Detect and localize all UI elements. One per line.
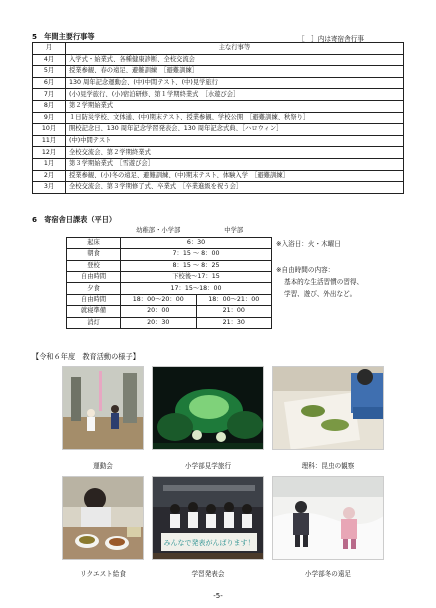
table-row [67, 283, 272, 294]
event-text: 授業参観、春の遠足、避難訓練 ［避難訓練］ [66, 66, 404, 78]
table-row [33, 182, 404, 194]
table-row [67, 272, 272, 283]
table-row [33, 66, 404, 78]
event-text: (小)見学旅行、(小)宿泊研修、第１学期終業式 ［水遊び会］ [66, 89, 404, 101]
event-text: 130 周年記念運動会、(中)中間テスト、(中)見学旅行 [66, 77, 404, 89]
schedule-time-junior: 21：30 [196, 317, 272, 328]
events-header-row [33, 43, 404, 55]
event-text: 第３学期始業式 ［雪遊び会］ [66, 158, 404, 170]
science-observation-photo [272, 366, 384, 450]
col-month-header: 月 [33, 43, 66, 55]
page-number: -5- [213, 592, 223, 600]
schedule-label: 自由時間 [67, 294, 121, 305]
event-text: １日防災学校、文体通、(中)期末テスト、授業参観、学校公開 ［避難訓練、秋祭り］ [66, 112, 404, 124]
table-row [33, 170, 404, 182]
table-row [33, 77, 404, 89]
event-month: 4月 [33, 54, 66, 66]
photo-caption: 小学部見学旅行 [184, 462, 232, 470]
field-trip-photo [152, 366, 264, 450]
event-month: 3月 [33, 182, 66, 194]
bath-day-note: ※入浴日：火・木曜日 [276, 240, 341, 248]
event-text: 開校記念日、130 周年記念学習発表会、130 周年記念式典、［ハロウィン］ [66, 124, 404, 136]
event-month: 7月 [33, 89, 66, 101]
table-row [67, 294, 272, 305]
table-row [33, 100, 404, 112]
col-event-header: 主な行事等 [66, 43, 404, 55]
col-junior-high-header: 中学部 [224, 227, 244, 235]
table-row [33, 158, 404, 170]
schedule-label: 消灯 [67, 317, 121, 328]
event-text: 授業参観、(小)冬の遠足、避難訓練、(中)期末テスト、体験入学 ［避難訓練］ [66, 170, 404, 182]
event-month: 1月 [33, 158, 66, 170]
schedule-time: 17：15～18：00 [121, 283, 272, 294]
table-row [67, 249, 272, 260]
table-row [33, 135, 404, 147]
event-text: 第２学期始業式 [66, 100, 404, 112]
blank-cell [67, 226, 121, 237]
schedule-label: 夕食 [67, 283, 121, 294]
event-month: 11月 [33, 135, 66, 147]
schedule-header-row [67, 226, 272, 237]
table-row [33, 147, 404, 159]
schedule-time: 7：15 ～ 8：00 [121, 249, 272, 260]
schedule-label: 朝食 [67, 249, 121, 260]
sports-day-photo [62, 366, 144, 450]
event-month: 10月 [33, 124, 66, 136]
schedule-time: 下校後～17：15 [121, 272, 272, 283]
events-table [32, 42, 404, 194]
schedule-label: 自由時間 [67, 272, 121, 283]
activities-heading: 【令和６年度 教育活動の様子】 [32, 352, 140, 361]
learning-presentation-photo [152, 476, 264, 560]
schedule-time: 6：30 [121, 237, 272, 248]
schedule-label: 就寝準備 [67, 306, 121, 317]
event-month: 5月 [33, 66, 66, 78]
schedule-time-elementary: 20：30 [121, 317, 197, 328]
free-time-note-title: ※自由時間の内容： [276, 266, 335, 274]
banner-text: みんなで発表がんばります！ [163, 539, 255, 547]
section5-note: ［ ］内は寄宿舎行事 [298, 35, 364, 43]
table-row [67, 237, 272, 248]
request-lunch-photo [62, 476, 144, 560]
col-elementary-header: 幼稚部・小学部 [136, 227, 181, 235]
winter-outing-photo [272, 476, 384, 560]
event-month: 9月 [33, 112, 66, 124]
table-row [33, 112, 404, 124]
section5-heading: 5 年間主要行事等 [32, 32, 95, 41]
photo-caption: 小学部冬の遠足 [304, 570, 352, 578]
table-row [33, 124, 404, 136]
photo-caption: 理科：昆虫の観察 [301, 462, 355, 470]
table-row [67, 260, 272, 271]
table-row [67, 317, 272, 328]
table-row [33, 89, 404, 101]
photo-caption: 運動会 [93, 462, 113, 470]
event-text: (中)中間テスト [66, 135, 404, 147]
schedule-time: 8：15 ～ 8：25 [121, 260, 272, 271]
event-text: 全校交流会、第３学期修了式、卒業式 ［卒業進級を祝う会］ [66, 182, 404, 194]
event-month: 2月 [33, 170, 66, 182]
schedule-time-elementary: 20：00 [121, 306, 197, 317]
free-time-note-line1: 基本的な生活習慣の習得、 [284, 278, 364, 286]
photo-caption: 学習発表会 [191, 570, 225, 578]
section6-heading: 6 寄宿舎日課表（平日） [32, 215, 117, 224]
event-text: 入学式・始業式、各種健康診断、全校交流会 [66, 54, 404, 66]
schedule-label: 起床 [67, 237, 121, 248]
schedule-time-junior: 18：00～21：00 [196, 294, 272, 305]
free-time-note-line2: 学習、遊び、外出など。 [284, 290, 357, 298]
event-month: 6月 [33, 77, 66, 89]
schedule-label: 登校 [67, 260, 121, 271]
table-row [33, 54, 404, 66]
event-month: 8月 [33, 100, 66, 112]
event-text: 全校交流会、第２学期終業式 [66, 147, 404, 159]
dorm-schedule-table [66, 226, 272, 329]
table-row [67, 306, 272, 317]
schedule-time-junior: 21：00 [196, 306, 272, 317]
photo-caption: リクエスト給食 [80, 570, 126, 578]
schedule-time-elementary: 18：00～20：00 [121, 294, 197, 305]
event-month: 12月 [33, 147, 66, 159]
